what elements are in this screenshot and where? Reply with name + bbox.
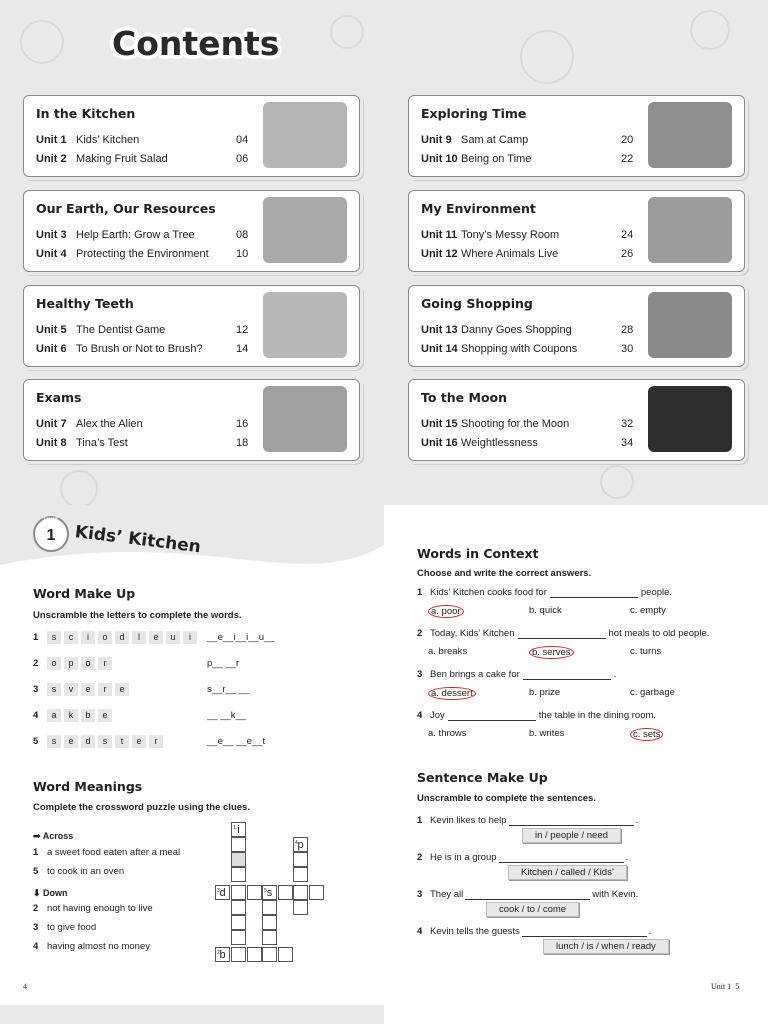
- letter-tile: d: [115, 631, 129, 644]
- unit-illustration: [263, 292, 347, 358]
- answer-option[interactable]: [529, 605, 562, 616]
- unit-number: Unit 1: [36, 134, 67, 146]
- item-number: 4: [33, 710, 39, 721]
- sentence-before: Kids’ Kitchen cooks food for: [430, 587, 547, 598]
- clue-text: to cook in an oven: [47, 866, 125, 877]
- word-bank-phrase: in / people / need: [522, 828, 621, 843]
- unit-number: Unit 12: [421, 248, 458, 260]
- context-sentence: [417, 628, 709, 639]
- letter-tile: e: [81, 683, 95, 696]
- option-text: b. prize: [529, 687, 561, 698]
- sentence-after: hot meals to old people.: [608, 628, 710, 639]
- item-number: 2: [33, 658, 39, 669]
- unit-number: Unit 10: [421, 153, 458, 165]
- answer-blank[interactable]: [523, 679, 611, 680]
- card-title: Healthy Teeth: [36, 296, 134, 311]
- scrambled-letters: [47, 709, 112, 722]
- right-footer-label: Unit 1: [711, 982, 732, 991]
- cell-letter: p: [297, 839, 304, 851]
- item-number: 3: [417, 889, 423, 900]
- card-title: My Environment: [421, 201, 536, 216]
- cell-letter: i: [237, 824, 240, 836]
- page-number: 22: [621, 153, 634, 165]
- card-unit-row: [36, 437, 249, 449]
- unit-number: Unit 2: [36, 153, 67, 165]
- scrambled-letters: [47, 683, 129, 696]
- card-unit-row: [421, 229, 634, 241]
- doodle: [600, 465, 634, 499]
- unit-badge: [33, 516, 69, 552]
- letter-tile: v: [64, 683, 78, 696]
- item-number: 2: [417, 628, 423, 639]
- doodle: [520, 30, 574, 84]
- letter-tile: e: [132, 735, 146, 748]
- context-sentence: [417, 587, 672, 598]
- clue-down: [33, 903, 153, 914]
- answer-option[interactable]: [529, 728, 564, 739]
- crossword-cell[interactable]: [262, 947, 277, 962]
- page-number: 28: [621, 324, 634, 336]
- item-number: 5: [33, 736, 39, 747]
- crossword-cell[interactable]: [231, 822, 246, 837]
- unit-name: Shopping with Coupons: [461, 343, 578, 355]
- answer-blank[interactable]: [522, 936, 647, 937]
- unit-number: Unit 14: [421, 343, 458, 355]
- sentence-before: He is in a group: [430, 852, 497, 863]
- word-bank-phrase: lunch / is / when / ready: [543, 939, 669, 954]
- sentence-after: with Kevin.: [592, 889, 639, 900]
- cell-number: 2: [217, 950, 220, 956]
- clue-across: [33, 866, 124, 877]
- sentence-before: Kevin tells the guests: [430, 926, 520, 937]
- answer-option[interactable]: [529, 646, 574, 659]
- unit-name: Tina’s Test: [76, 437, 128, 449]
- next-page-strip: [0, 1005, 384, 1024]
- item-number: 1: [33, 632, 39, 643]
- page-number: 20: [621, 134, 634, 146]
- answer-option[interactable]: [630, 605, 666, 616]
- word-meanings-instruction: Complete the crossword puzzle using the clues.: [33, 802, 250, 813]
- crossword-cell[interactable]: [262, 900, 277, 915]
- sentence-before: Joy: [430, 710, 445, 721]
- unit-number: Unit 16: [421, 437, 458, 449]
- across-label-text: Across: [42, 831, 74, 841]
- right-page-number: 5: [735, 982, 740, 991]
- crossword-cell[interactable]: [293, 867, 308, 882]
- unit-name: Weightlessness: [461, 437, 538, 449]
- crossword-cell[interactable]: [231, 915, 246, 930]
- cell-number: 1: [233, 825, 236, 831]
- unit-name: To Brush or Not to Brush?: [76, 343, 203, 355]
- answer-blank[interactable]: [499, 862, 624, 863]
- contents-card: [408, 95, 745, 177]
- unit-title: Kids’ Kitchen: [73, 522, 202, 558]
- card-unit-row: [421, 418, 634, 430]
- unit-number: Unit 9: [421, 134, 452, 146]
- page-number: 06: [236, 153, 249, 165]
- make-up-sentence: [417, 926, 651, 937]
- option-text: a. dessert: [428, 687, 476, 700]
- unit-name: Sam at Camp: [461, 134, 529, 146]
- card-unit-row: [36, 343, 249, 355]
- crossword-cell[interactable]: [262, 930, 277, 945]
- words-in-context-heading: Words in Context: [417, 546, 539, 561]
- crossword-cell[interactable]: [231, 930, 246, 945]
- cell-number: 3: [217, 888, 220, 894]
- unit-name: The Dentist Game: [76, 324, 166, 336]
- letter-tile: r: [98, 683, 112, 696]
- letter-tile: d: [81, 735, 95, 748]
- left-page-number: 4: [23, 982, 27, 991]
- sentence-after: .: [613, 669, 617, 680]
- letter-tile: c: [64, 631, 78, 644]
- word-make-up-heading: Word Make Up: [33, 586, 136, 601]
- item-number: 4: [417, 710, 423, 721]
- clue-number: 3: [33, 922, 39, 933]
- clue-number: 4: [33, 941, 39, 952]
- unit-name: Help Earth: Grow a Tree: [76, 229, 195, 241]
- answer-option[interactable]: [529, 687, 560, 698]
- card-title: To the Moon: [421, 390, 508, 405]
- clue-text: to give food: [47, 922, 97, 933]
- card-unit-row: [421, 153, 634, 165]
- doodle: [690, 10, 730, 50]
- card-title: Exploring Time: [421, 106, 527, 121]
- answer-blank[interactable]: [550, 597, 638, 598]
- clue-across: [33, 847, 180, 858]
- card-title: Exams: [36, 390, 82, 405]
- make-up-sentence: [417, 852, 628, 863]
- context-sentence: [417, 710, 656, 721]
- word-make-up-instruction: Unscramble the letters to complete the words.: [33, 610, 242, 621]
- unit-name: Danny Goes Shopping: [461, 324, 572, 336]
- letter-tile: r: [98, 657, 112, 670]
- crossword-cell[interactable]: [231, 900, 246, 915]
- page-number: 32: [621, 418, 634, 430]
- card-unit-row: [421, 134, 634, 146]
- page-number: 08: [236, 229, 249, 241]
- answer-option[interactable]: [428, 646, 467, 657]
- page-number: 10: [236, 248, 249, 260]
- clue-text: a sweet food eaten after a meal: [47, 847, 181, 858]
- doodle: [20, 20, 64, 64]
- page-title: Contents: [112, 24, 280, 63]
- sentence-make-up-heading: Sentence Make Up: [417, 770, 548, 785]
- unit-number: Unit 8: [36, 437, 67, 449]
- clue-text: not having enough to live: [47, 903, 153, 914]
- unit-badge-number: 1: [46, 527, 56, 544]
- answer-option[interactable]: [428, 728, 467, 739]
- unit-illustration: [263, 102, 347, 168]
- card-unit-row: [36, 134, 249, 146]
- answer-blank[interactable]: [465, 899, 590, 900]
- page-number: 04: [236, 134, 249, 146]
- word-pattern: s__r__ __: [207, 684, 250, 695]
- down-label: ⬇ Down: [33, 888, 68, 898]
- letter-tile: e: [115, 683, 129, 696]
- option-text: a. poor: [428, 605, 464, 618]
- letter-tile: k: [64, 709, 78, 722]
- unit-name: Shooting for the Moon: [461, 418, 570, 430]
- cell-letter: d: [219, 887, 226, 899]
- clue-number: 5: [33, 866, 39, 877]
- crossword-cell[interactable]: [293, 885, 308, 900]
- option-text: b. writes: [529, 728, 565, 739]
- card-unit-row: [36, 153, 249, 165]
- card-title: In the Kitchen: [36, 106, 136, 121]
- card-unit-row: [421, 324, 634, 336]
- clue-down: [33, 922, 96, 933]
- make-up-sentence: [417, 889, 638, 900]
- word-pattern: __e__ __e__t: [207, 736, 266, 747]
- unit-number: Unit 15: [421, 418, 458, 430]
- sentence-before: They all: [430, 889, 464, 900]
- cell-letter: s: [266, 887, 273, 899]
- unit-name: Protecting the Environment: [76, 248, 209, 260]
- crossword-cell[interactable]: [231, 885, 246, 900]
- word-meanings-heading: Word Meanings: [33, 779, 143, 794]
- crossword-cell[interactable]: [231, 947, 246, 962]
- answer-blank[interactable]: [448, 720, 536, 721]
- letter-tile: a: [47, 709, 61, 722]
- word-pattern: p__ __r: [207, 658, 240, 669]
- sentence-after: .: [648, 926, 652, 937]
- unit-name: Where Animals Live: [461, 248, 559, 260]
- doodle: [60, 470, 98, 508]
- card-title: Our Earth, Our Resources: [36, 201, 216, 216]
- unit-name: Being on Time: [461, 153, 532, 165]
- answer-option[interactable]: [630, 728, 663, 741]
- card-unit-row: [36, 324, 249, 336]
- crossword-cell[interactable]: [247, 885, 262, 900]
- answer-option[interactable]: [428, 605, 464, 618]
- sentence-after: .: [625, 852, 629, 863]
- letter-tile: t: [115, 735, 129, 748]
- crossword-cell[interactable]: [262, 885, 277, 900]
- option-text: c. empty: [630, 605, 666, 616]
- answer-option[interactable]: [428, 687, 476, 700]
- letter-tile: i: [183, 631, 197, 644]
- letter-tile: e: [64, 735, 78, 748]
- card-title: Going Shopping: [421, 296, 533, 311]
- unit-number: Unit 3: [36, 229, 67, 241]
- word-bank-phrase: cook / to / come: [486, 902, 579, 917]
- cell-number: 5: [264, 888, 267, 894]
- unit-badge-label: UNIT: [44, 518, 58, 524]
- clue-number: 1: [33, 847, 39, 858]
- card-unit-row: [421, 437, 634, 449]
- word-bank-phrase: Kitchen / called / Kids’: [508, 865, 627, 880]
- letter-tile: r: [149, 735, 163, 748]
- crossword-cell[interactable]: [309, 885, 324, 900]
- card-unit-row: [36, 418, 249, 430]
- contents-card: [408, 285, 745, 367]
- card-unit-row: [36, 229, 249, 241]
- card-unit-row: [421, 248, 634, 260]
- contents-card: [408, 379, 745, 461]
- unit-illustration: [648, 292, 732, 358]
- unit-illustration: [648, 386, 732, 452]
- option-text: c. turns: [630, 646, 662, 657]
- crossword-cell[interactable]: [215, 885, 230, 900]
- unit-number: Unit 4: [36, 248, 67, 260]
- cell-letter: b: [219, 949, 226, 961]
- item-number: 1: [417, 587, 423, 598]
- contents-card: [23, 95, 360, 177]
- card-unit-row: [36, 248, 249, 260]
- page-number: 14: [236, 343, 249, 355]
- crossword-cell[interactable]: [231, 837, 246, 852]
- page-number: 18: [236, 437, 249, 449]
- across-label: ➡ Across: [33, 831, 74, 841]
- letter-tile: e: [149, 631, 163, 644]
- crossword-cell[interactable]: [215, 947, 230, 962]
- unit-number: Unit 7: [36, 418, 67, 430]
- contents-card: [408, 190, 745, 272]
- unit-illustration: [648, 197, 732, 263]
- letter-tile: l: [132, 631, 146, 644]
- word-pattern: __e__i__i__u__: [207, 632, 275, 643]
- unit-number: Unit 6: [36, 343, 67, 355]
- sentence-after: people.: [640, 587, 673, 598]
- crossword-cell[interactable]: [231, 852, 246, 867]
- option-text: c. garbage: [630, 687, 675, 698]
- sentence-after: .: [635, 815, 639, 826]
- answer-option[interactable]: [630, 646, 661, 657]
- sentence-before: Kevin likes to help: [430, 815, 507, 826]
- contents-card: [23, 379, 360, 461]
- letter-tile: o: [98, 631, 112, 644]
- right-footer: [711, 982, 739, 991]
- letter-tile: s: [98, 735, 112, 748]
- clue-number: 2: [33, 903, 39, 914]
- scrambled-letters: [47, 631, 197, 644]
- scrambled-letters: [47, 735, 163, 748]
- item-number: 2: [417, 852, 423, 863]
- clue-down: [33, 941, 150, 952]
- sentence-before: Ben brings a cake for: [430, 669, 520, 680]
- unit-number: Unit 11: [421, 229, 458, 241]
- letter-tile: i: [81, 631, 95, 644]
- item-number: 4: [417, 926, 423, 937]
- item-number: 3: [33, 684, 39, 695]
- cell-number: 4: [295, 840, 298, 846]
- unit-number: Unit 5: [36, 324, 67, 336]
- crossword-cell[interactable]: [293, 900, 308, 915]
- page-number: 12: [236, 324, 249, 336]
- scrambled-letters: [47, 657, 112, 670]
- sentence-before: Today, Kids’ Kitchen: [430, 628, 515, 639]
- item-number: 1: [417, 815, 423, 826]
- item-number: 3: [417, 669, 423, 680]
- contents-card: [23, 285, 360, 367]
- unit-illustration: [263, 386, 347, 452]
- clue-text: having almost no money: [47, 941, 150, 952]
- option-text: b. quick: [529, 605, 562, 616]
- crossword-cell[interactable]: [278, 947, 293, 962]
- letter-tile: o: [47, 657, 61, 670]
- unit-illustration: [263, 197, 347, 263]
- words-in-context-instruction: Choose and write the correct answers.: [417, 568, 592, 579]
- doodle: [330, 15, 364, 49]
- sentence-make-up-instruction: Unscramble to complete the sentences.: [417, 793, 596, 804]
- word-pattern: __ __k__: [207, 710, 247, 721]
- crossword-cell[interactable]: [262, 915, 277, 930]
- unit-number: Unit 13: [421, 324, 458, 336]
- unit-name: Kids’ Kitchen: [76, 134, 140, 146]
- crossword-cell[interactable]: [278, 885, 293, 900]
- letter-tile: b: [81, 709, 95, 722]
- crossword-cell[interactable]: [293, 837, 308, 852]
- answer-blank[interactable]: [518, 638, 606, 639]
- page-number: 24: [621, 229, 634, 241]
- letter-tile: s: [47, 735, 61, 748]
- option-text: a. throws: [428, 728, 467, 739]
- letter-tile: p: [64, 657, 78, 670]
- sentence-after: the table in the dining room.: [538, 710, 657, 721]
- unit-name: Alex the Alien: [76, 418, 143, 430]
- page-number: 26: [621, 248, 634, 260]
- crossword-cell[interactable]: [293, 852, 308, 867]
- option-text: a. breaks: [428, 646, 468, 657]
- answer-blank[interactable]: [509, 825, 634, 826]
- option-text: c. sets: [630, 728, 663, 741]
- crossword-cell[interactable]: [247, 947, 262, 962]
- unit-illustration: [648, 102, 732, 168]
- card-unit-row: [421, 343, 634, 355]
- letter-tile: s: [47, 683, 61, 696]
- crossword-cell[interactable]: [231, 867, 246, 882]
- answer-option[interactable]: [630, 687, 675, 698]
- page-number: 30: [621, 343, 634, 355]
- context-sentence: [417, 669, 616, 680]
- letter-tile: s: [47, 631, 61, 644]
- option-text: b. serves: [529, 646, 574, 659]
- contents-card: [23, 190, 360, 272]
- letter-tile: o: [81, 657, 95, 670]
- down-label-text: Down: [43, 888, 68, 898]
- page-number: 16: [236, 418, 249, 430]
- letter-tile: e: [98, 709, 112, 722]
- unit-name: Making Fruit Salad: [76, 153, 168, 165]
- make-up-sentence: [417, 815, 638, 826]
- unit-name: Tony’s Messy Room: [461, 229, 560, 241]
- letter-tile: u: [166, 631, 180, 644]
- page-number: 34: [621, 437, 634, 449]
